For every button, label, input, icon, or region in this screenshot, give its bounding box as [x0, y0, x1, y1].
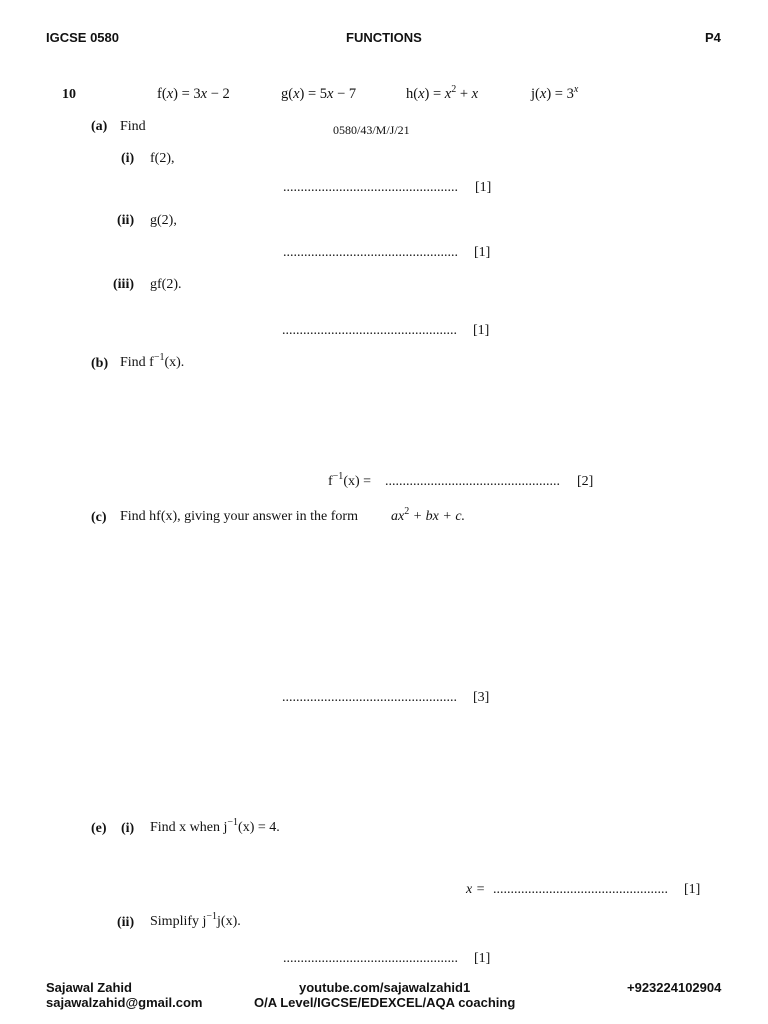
part-c-label: (c) — [91, 510, 107, 525]
footer-name: Sajawal Zahid — [46, 980, 132, 995]
answer-line-e-ii[interactable]: .................................................. — [283, 951, 458, 966]
function-j: $j(x) = 3^x$ — [531, 84, 579, 102]
part-b-label: (b) — [91, 356, 109, 371]
part-e-i-label: (i) — [121, 821, 135, 836]
part-c-form: $ax^2$ + bx + c. — [391, 506, 466, 524]
part-b-text: Find $f^{-1}(x)$. — [120, 352, 185, 370]
question-number: 10 — [62, 87, 76, 102]
function-h: $h(x) = x^2 + x$ — [406, 84, 479, 102]
part-a-iii-text: gf(2). — [150, 277, 182, 292]
part-b-answer-lhs: $f^{-1}(x)$ = — [328, 471, 372, 489]
part-e-i-text: Find x when $j^{-1}(x) = 4$. — [150, 817, 280, 835]
part-e-ii-text: Simplify $j^{-1}j(x)$. — [150, 911, 241, 929]
answer-line-c[interactable]: .................................................. — [282, 690, 457, 705]
part-e-i-answer-lhs: x = — [466, 882, 486, 897]
footer-phone: +923224102904 — [627, 980, 722, 995]
marks-e-i: [1] — [684, 882, 701, 897]
part-a-text: Find — [120, 119, 146, 134]
marks-a-iii: [1] — [473, 323, 490, 338]
footer-youtube[interactable]: youtube.com/sajawalzahid1 — [299, 980, 471, 995]
marks-b: [2] — [577, 474, 594, 489]
function-f: f(x) = 3x − 2 — [157, 86, 230, 102]
part-c-text: Find hf(x), giving your answer in the form — [120, 509, 358, 524]
function-g: g(x) = 5x − 7 — [281, 86, 357, 102]
part-e-ii-label: (ii) — [117, 915, 135, 930]
header-title: FUNCTIONS — [346, 30, 422, 45]
marks-a-i: [1] — [475, 180, 492, 195]
marks-a-ii: [1] — [474, 245, 491, 260]
answer-line-e-i[interactable]: .................................................. — [493, 882, 668, 897]
answer-line-a-iii[interactable]: .................................................. — [282, 323, 457, 338]
paper-code: 0580/43/M/J/21 — [333, 123, 410, 137]
part-a-iii-label: (iii) — [113, 277, 134, 292]
part-a-ii-label: (ii) — [117, 213, 135, 228]
part-a-label: (a) — [91, 119, 108, 134]
marks-e-ii: [1] — [474, 951, 491, 966]
answer-line-b[interactable]: .................................................. — [385, 474, 560, 489]
part-e-label: (e) — [91, 821, 107, 836]
header-right: P4 — [705, 30, 721, 45]
part-a-ii-text: g(2), — [150, 213, 177, 228]
answer-line-a-i[interactable]: .................................................. — [283, 180, 458, 195]
footer-email[interactable]: sajawalzahid@gmail.com — [46, 995, 203, 1010]
footer-coaching: O/A Level/IGCSE/EDEXCEL/AQA coaching — [254, 995, 516, 1010]
header-left: IGCSE 0580 — [46, 30, 119, 45]
marks-c: [3] — [473, 690, 490, 705]
part-a-i-label: (i) — [121, 151, 135, 166]
answer-line-a-ii[interactable]: .................................................. — [283, 245, 458, 260]
part-a-i-text: f(2), — [150, 151, 175, 166]
